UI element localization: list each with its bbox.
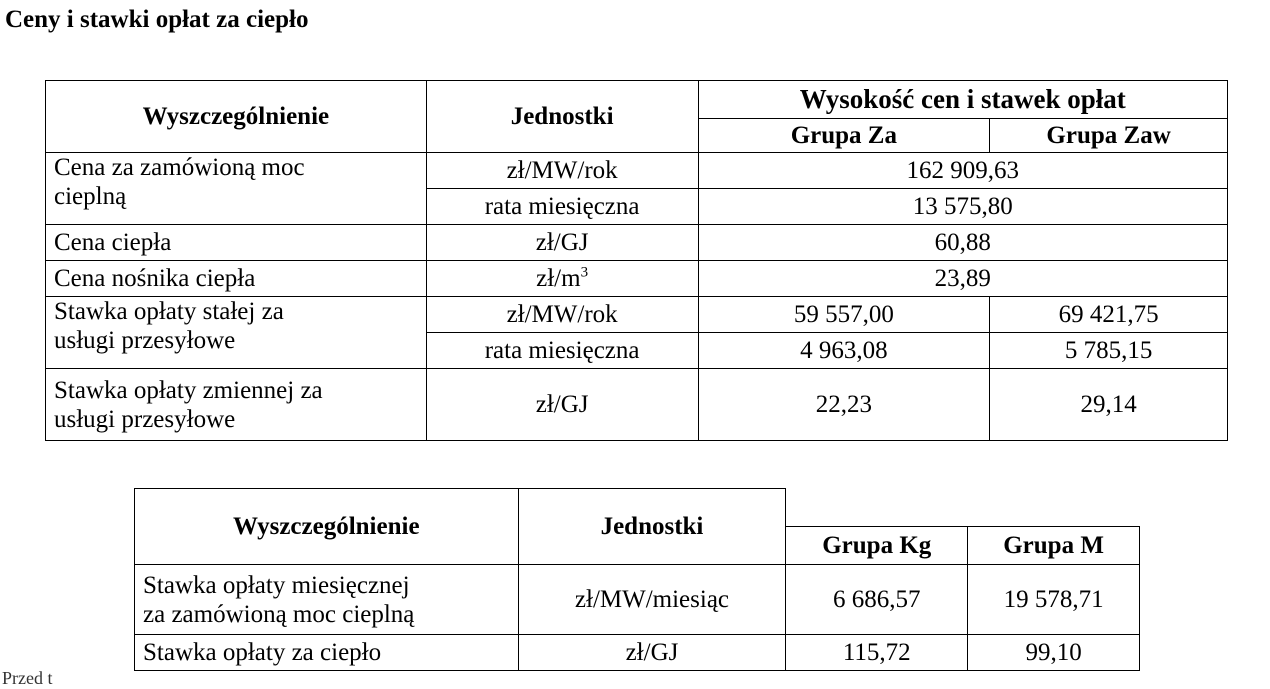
- row-unit: zł/GJ: [518, 635, 786, 671]
- row-label: Stawka opłaty za ciepło: [135, 635, 519, 671]
- table-row: [46, 225, 1228, 261]
- row-label: Stawka opłaty miesięcznej za zamówioną moc cieplną: [135, 565, 519, 635]
- row-label: Cena nośnika ciepła: [46, 261, 427, 297]
- row-unit: zł/MW/rok: [426, 153, 698, 189]
- header-group-caption: Wysokość cen i stawek opłat: [698, 81, 1228, 119]
- row-unit: zł/GJ: [426, 225, 698, 261]
- row-unit: rata miesięczna: [426, 333, 698, 369]
- row-unit: $zł/m^3$: [426, 261, 698, 297]
- row-value-za: 22,23: [698, 369, 990, 441]
- row-value-zaw: 29,14: [990, 369, 1228, 441]
- table-row: [46, 369, 1228, 441]
- row-value: 23,89: [698, 261, 1228, 297]
- row-value-za: 59 557,00: [698, 297, 990, 333]
- header-item: Wyszczególnienie: [46, 81, 427, 153]
- row-value-za: 4 963,08: [698, 333, 990, 369]
- row-unit: rata miesięczna: [426, 189, 698, 225]
- header-spacer: [786, 489, 1140, 527]
- header-unit: Jednostki: [426, 81, 698, 153]
- heat-prices-table: [45, 80, 1228, 441]
- table-row: [46, 297, 1228, 333]
- row-value-m: 19 578,71: [968, 565, 1140, 635]
- row-label: Stawka opłaty zmiennej za usługi przesyłowe: [46, 369, 427, 441]
- row-label: Stawka opłaty stałej za usługi przesyłowe: [46, 297, 427, 369]
- cut-off-text: Przed t: [2, 668, 53, 688]
- row-label: Cena ciepła: [46, 225, 427, 261]
- header-unit: Jednostki: [518, 489, 786, 565]
- header-group-za: Grupa Za: [698, 119, 990, 153]
- row-value-zaw: 5 785,15: [990, 333, 1228, 369]
- heat-rates-table-kg-m: [134, 488, 1140, 671]
- table-row: [135, 565, 1140, 635]
- row-value-m: 99,10: [968, 635, 1140, 671]
- row-value: 162 909,63: [698, 153, 1228, 189]
- row-value: 60,88: [698, 225, 1228, 261]
- table-row: [46, 261, 1228, 297]
- table-row: [46, 153, 1228, 189]
- page-title: Ceny i stawki opłat za ciepło: [5, 6, 309, 33]
- header-group-m: Grupa M: [968, 527, 1140, 565]
- header-item: Wyszczególnienie: [135, 489, 519, 565]
- row-value: 13 575,80: [698, 189, 1228, 225]
- row-value-kg: 115,72: [786, 635, 968, 671]
- header-group-zaw: Grupa Zaw: [990, 119, 1228, 153]
- row-value-kg: 6 686,57: [786, 565, 968, 635]
- row-label: Cena za zamówioną moc cieplną: [46, 153, 427, 225]
- header-group-kg: Grupa Kg: [786, 527, 968, 565]
- row-unit: zł/GJ: [426, 369, 698, 441]
- table-row: [135, 635, 1140, 671]
- row-value-zaw: 69 421,75: [990, 297, 1228, 333]
- row-unit: zł/MW/miesiąc: [518, 565, 786, 635]
- row-unit: zł/MW/rok: [426, 297, 698, 333]
